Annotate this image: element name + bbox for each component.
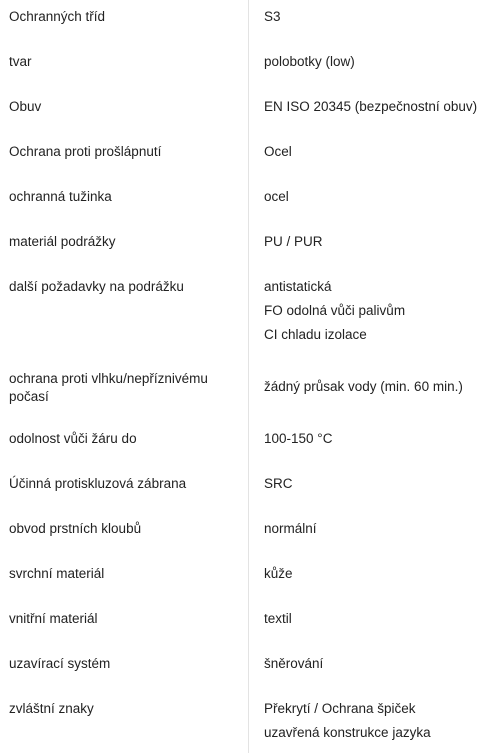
spec-label: Obuv: [9, 99, 42, 114]
spec-label: zvláštní znaky: [9, 701, 94, 716]
spec-value-line: FO odolná vůči palivům: [264, 303, 406, 318]
spec-value-line: šněrování: [264, 656, 324, 671]
spec-value-line: S3: [264, 9, 281, 24]
spec-value: [264, 475, 486, 499]
spec-value: [264, 8, 486, 32]
spec-value: [264, 188, 486, 212]
spec-value: [264, 655, 486, 679]
spec-value-line: polobotky (low): [264, 54, 355, 69]
spec-label: vnitřní materiál: [9, 611, 98, 626]
spec-value-line: žádný průsak vody (min. 60 min.): [264, 379, 463, 394]
spec-value-line: SRC: [264, 476, 293, 491]
spec-value-line: Ocel: [264, 144, 292, 159]
spec-value-line: EN ISO 20345 (bezpečnostní obuv): [264, 99, 478, 114]
spec-label: obvod prstních kloubů: [9, 521, 142, 536]
spec-value: [264, 378, 486, 402]
spec-value-line: Překrytí / Ochrana špiček: [264, 701, 416, 716]
spec-value-line: antistatická: [264, 279, 332, 294]
spec-label: Ochrana proti prošlápnutí: [9, 144, 162, 159]
spec-value: [264, 565, 486, 589]
spec-value: [264, 98, 486, 122]
spec-value: [264, 143, 486, 167]
spec-value: [264, 233, 486, 257]
spec-label: Účinná protiskluzová zábrana: [9, 476, 187, 491]
spec-value: [264, 53, 486, 77]
spec-label: odolnost vůči žáru do: [9, 431, 137, 446]
spec-value: [264, 430, 486, 454]
spec-value: [264, 278, 486, 350]
spec-value-line: textil: [264, 611, 292, 626]
spec-value-line: CI chladu izolace: [264, 327, 367, 342]
spec-value-line: uzavřená konstrukce jazyka: [264, 725, 431, 740]
spec-label: Ochranných tříd: [9, 9, 106, 24]
spec-label: ochranná tužinka: [9, 189, 112, 204]
spec-value: [264, 610, 486, 634]
spec-value-line: kůže: [264, 566, 293, 581]
spec-value-line: PU / PUR: [264, 234, 323, 249]
spec-label: další požadavky na podrážku: [9, 279, 184, 294]
spec-label: tvar: [9, 54, 32, 69]
column-divider: [248, 0, 249, 753]
spec-label: uzavírací systém: [9, 656, 111, 671]
spec-value-line: 100-150 °C: [264, 431, 333, 446]
spec-label: ochrana proti vlhku/nepříznivému počasí: [9, 371, 208, 404]
spec-label: materiál podrážky: [9, 234, 116, 249]
spec-label: svrchní materiál: [9, 566, 105, 581]
spec-value-line: normální: [264, 521, 317, 536]
spec-value-line: ocel: [264, 189, 289, 204]
spec-value: [264, 700, 486, 748]
spec-value: [264, 520, 486, 544]
